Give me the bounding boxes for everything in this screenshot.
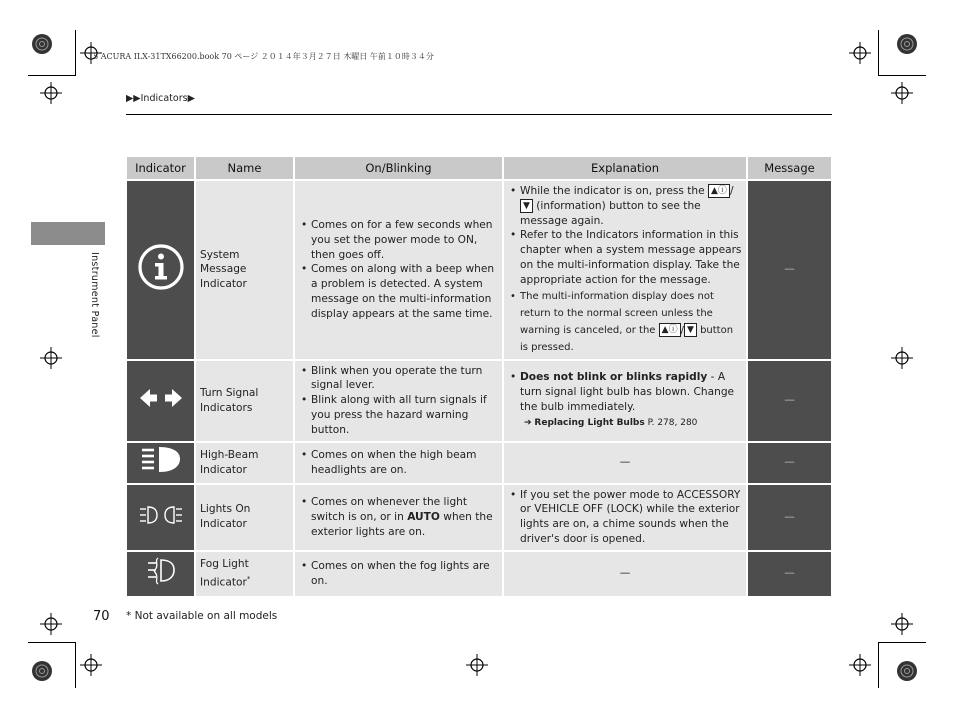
column-header-name: Name [196,157,293,179]
message-cell: — [748,443,831,483]
on-blinking-cell [295,181,502,359]
list-item [508,370,742,414]
table-row [127,552,831,596]
fog-light-icon [146,557,176,585]
list-item: • Comes on along with a beep when a problem is detected. A system message on the multi-information display appears at the same time. [299,262,498,321]
column-header-explanation: Explanation [504,157,746,179]
explanation-cell: — [504,552,746,596]
list-item: • Comes on when the fog lights are on. [299,559,498,589]
page-number: 70 [93,609,110,624]
on-text: Comes on whenever the light switch is on, or in [311,495,468,523]
indicator-name: High-Beam Indicator [196,443,293,483]
section-label: Instrument Panel [89,252,100,338]
list-item [508,184,742,228]
list-item: • Comes on for a few seconds when you set the power mode to ON, then goes off. [299,218,498,262]
explanation-cell [504,181,746,359]
explanation-cell [504,361,746,441]
crosshair-mark-icon [40,82,62,104]
explanation-text: The multi-information display does not return to the normal screen unless the warning is canceled, or the [520,290,714,336]
crosshair-mark-icon [891,613,913,635]
reference-title: Replacing Light Bulbs [534,417,645,428]
explanation-cell: — [504,443,746,483]
indicator-name: Turn Signal Indicators [196,361,293,441]
indicator-cell [127,552,194,596]
cross-reference[interactable] [508,416,742,431]
on-blinking-cell [295,443,502,483]
indicator-table [125,155,833,598]
explanation-cell [504,485,746,550]
indicator-name: Lights On Indicator [196,485,293,550]
list-item: • Blink along with all turn signals if you press the hazard warning button. [299,393,498,437]
message-cell: — [748,181,831,359]
print-header: 15 ACURA ILX-31TX66200.book 70 ページ ２０１４年３月２７日 木曜日 午前１０時３４分 [88,52,434,61]
reference-pages: P. 278, 280 [644,417,698,428]
explanation-text: (information) button to see the message again. [520,199,701,227]
crosshair-mark-icon [891,82,913,104]
info-i-icon [137,243,185,291]
list-item [299,495,498,539]
list-item [508,288,742,356]
message-cell: — [748,361,831,441]
crosshair-mark-icon [40,613,62,635]
lights-on-icon [138,504,184,526]
info-down-button-icon: ▼ [520,199,533,213]
on-blinking-cell [295,485,502,550]
section-tab [31,222,105,245]
crosshair-mark-icon [849,654,871,676]
crosshair-mark-icon [466,654,488,676]
breadcrumb-section: Indicators [140,93,188,104]
message-cell: — [748,485,831,550]
reference-arrow-icon: ➔ [524,417,532,428]
table-row [127,485,831,550]
table-header-row [127,157,831,179]
registration-mark-icon [31,660,53,682]
on-bold: AUTO [407,510,440,523]
list-item: • Comes on when the high beam headlights are on. [299,448,498,478]
indicator-cell [127,443,194,483]
indicator-name [196,552,293,596]
list-item: • Refer to the Indicators information in this chapter when a system message appears on the multi-information display. Take the appropriate action for the message. [508,228,742,287]
indicator-cell [127,181,194,359]
indicator-name: System Message Indicator [196,181,293,359]
list-item: • If you set the power mode to ACCESSORY or VEHICLE OFF (LOCK) while the exterior lights are on, a chime sounds when the driver's door is opened. [508,488,742,547]
breadcrumb-suffix: ▶ [187,93,195,104]
button-separator: / [729,185,734,197]
turn-signal-icon [138,386,184,410]
footnote: * Not available on all models [126,610,278,622]
explanation-text: While the indicator is on, press the [520,185,705,197]
footnote-mark: * [246,574,251,583]
info-up-button-icon: ▲ⓘ [708,184,730,198]
message-cell: — [748,552,831,596]
column-header-message: Message [748,157,831,179]
crosshair-mark-icon [80,654,102,676]
crosshair-mark-icon [891,347,913,369]
table-row [127,181,831,359]
crosshair-mark-icon [40,347,62,369]
registration-mark-icon [896,33,918,55]
registration-mark-icon [31,33,53,55]
registration-mark-icon [896,660,918,682]
on-text: when the exterior lights are on. [311,510,493,538]
info-up-button-icon: ▲ⓘ [659,323,681,337]
breadcrumb-prefix: ▶▶ [126,93,141,104]
list-item: • Blink when you operate the turn signal lever. [299,364,498,394]
explanation-text: - A turn signal light bulb has blown. Change the bulb immediately. [520,371,735,414]
indicator-cell [127,361,194,441]
info-down-button-icon: ▼ [684,323,697,337]
column-header-indicator: Indicator [127,157,194,179]
indicator-name-text: Fog Light Indicator [200,558,249,589]
header-rule [126,114,832,115]
on-blinking-cell [295,361,502,441]
high-beam-icon [139,445,183,475]
button-separator: / [680,324,684,336]
explanation-text: button is pressed. [520,324,734,353]
column-header-on-blinking: On/Blinking [295,157,502,179]
table-row [127,361,831,441]
explanation-bold: Does not blink or blinks rapidly [520,371,708,384]
breadcrumb [126,93,195,104]
on-blinking-cell [295,552,502,596]
table-row [127,443,831,483]
crosshair-mark-icon [849,42,871,64]
indicator-cell [127,485,194,550]
